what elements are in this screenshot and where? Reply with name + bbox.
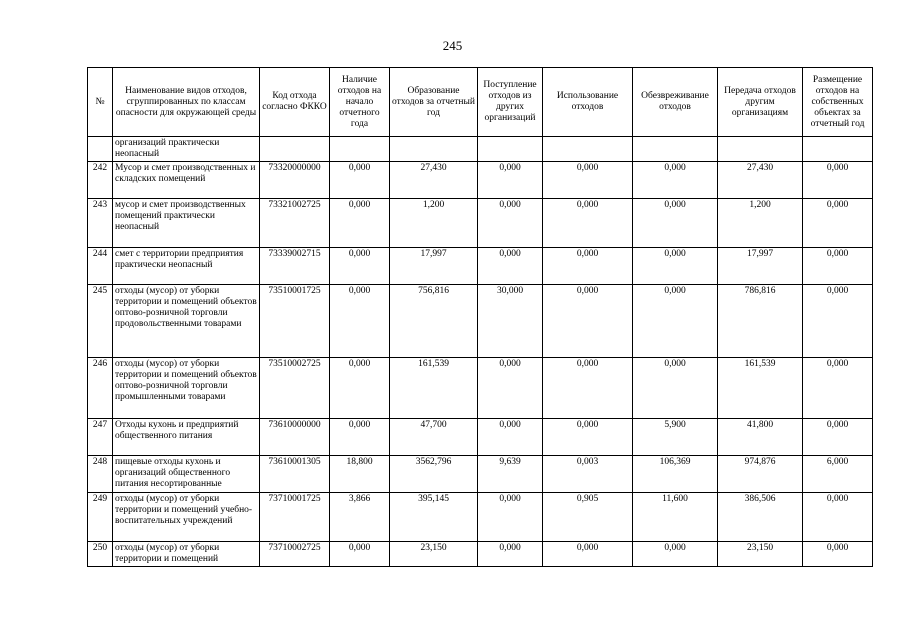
header-row [88,68,873,137]
table-row [88,137,873,162]
value-start-balance: 3,866 [330,493,390,542]
waste-name: отходы (мусор) от уборки территории и помещений объектов оптово-розничной торговли промышленными товарами [113,358,260,419]
waste-name: отходы (мусор) от уборки территории и помещений учебно-воспитательных учреждений [113,493,260,542]
waste-name: отходы (мусор) от уборки территории и помещений [113,542,260,567]
value-neutralized: 0,000 [633,162,718,199]
value-generated: 23,150 [390,542,478,567]
row-number: 243 [88,199,113,248]
value-transferred [718,137,803,162]
row-number: 249 [88,493,113,542]
value-neutralized: 11,600 [633,493,718,542]
waste-name: организаций практически неопасный [113,137,260,162]
value-placed: 6,000 [803,456,873,493]
value-generated: 27,430 [390,162,478,199]
value-start-balance: 0,000 [330,419,390,456]
table-row [88,199,873,248]
value-used: 0,000 [543,542,633,567]
waste-table [87,67,873,567]
fkko-code: 73339002715 [260,248,330,285]
header-placed: Размещение отходов на собственных объектах за отчетный год [803,68,873,137]
fkko-code: 73510002725 [260,358,330,419]
value-received: 0,000 [478,248,543,285]
value-used: 0,000 [543,199,633,248]
value-transferred: 41,800 [718,419,803,456]
row-number: 242 [88,162,113,199]
value-used: 0,000 [543,358,633,419]
table-row [88,285,873,358]
value-transferred: 17,997 [718,248,803,285]
page-number: 245 [442,38,463,53]
value-received: 0,000 [478,199,543,248]
value-placed [803,137,873,162]
value-generated: 756,816 [390,285,478,358]
value-transferred: 1,200 [718,199,803,248]
value-used [543,137,633,162]
fkko-code: 73510001725 [260,285,330,358]
value-start-balance [330,137,390,162]
value-transferred: 786,816 [718,285,803,358]
value-start-balance: 18,800 [330,456,390,493]
fkko-code: 73610001305 [260,456,330,493]
value-received: 0,000 [478,162,543,199]
value-placed: 0,000 [803,493,873,542]
value-generated: 17,997 [390,248,478,285]
value-received: 0,000 [478,542,543,567]
value-start-balance: 0,000 [330,358,390,419]
header-generated: Образование отходов за отчетный год [390,68,478,137]
table-row [88,542,873,567]
value-start-balance: 0,000 [330,248,390,285]
value-received: 9,639 [478,456,543,493]
value-start-balance: 0,000 [330,199,390,248]
value-received: 30,000 [478,285,543,358]
row-number: 247 [88,419,113,456]
waste-name: пищевые отходы кухонь и организаций общественного питания несортированные [113,456,260,493]
value-used: 0,003 [543,456,633,493]
waste-name: Мусор и смет производственных и складских помещений [113,162,260,199]
row-number [88,137,113,162]
waste-name: Отходы кухонь и предприятий общественного питания [113,419,260,456]
fkko-code: 73320000000 [260,162,330,199]
value-transferred: 27,430 [718,162,803,199]
fkko-code [260,137,330,162]
header-transferred: Передача отходов другим организациям [718,68,803,137]
value-used: 0,000 [543,419,633,456]
table-row [88,358,873,419]
value-generated: 1,200 [390,199,478,248]
value-transferred: 974,876 [718,456,803,493]
fkko-code: 73321002725 [260,199,330,248]
value-transferred: 386,506 [718,493,803,542]
value-placed: 0,000 [803,542,873,567]
value-placed: 0,000 [803,199,873,248]
header-start-balance: Наличие отходов на начало отчетного года [330,68,390,137]
table-row [88,493,873,542]
value-neutralized: 0,000 [633,248,718,285]
value-used: 0,000 [543,285,633,358]
header-neutralized: Обезвреживание отходов [633,68,718,137]
value-start-balance: 0,000 [330,285,390,358]
table-row [88,456,873,493]
value-generated: 395,145 [390,493,478,542]
value-transferred: 23,150 [718,542,803,567]
table-row [88,162,873,199]
value-neutralized: 0,000 [633,199,718,248]
value-received: 0,000 [478,493,543,542]
value-start-balance: 0,000 [330,542,390,567]
value-neutralized: 0,000 [633,285,718,358]
waste-name: смет с территории предприятия практически неопасный [113,248,260,285]
value-placed: 0,000 [803,162,873,199]
value-generated: 161,539 [390,358,478,419]
header-name: Наименование видов отходов, сгруппированных по классам опасности для окружающей среды [113,68,260,137]
value-generated [390,137,478,162]
value-received: 0,000 [478,419,543,456]
row-number: 244 [88,248,113,285]
table-row [88,419,873,456]
value-generated: 3562,796 [390,456,478,493]
value-neutralized: 106,369 [633,456,718,493]
value-transferred: 161,539 [718,358,803,419]
header-used: Использование отходов [543,68,633,137]
fkko-code: 73710002725 [260,542,330,567]
row-number: 246 [88,358,113,419]
value-received [478,137,543,162]
value-neutralized: 0,000 [633,358,718,419]
value-neutralized: 0,000 [633,542,718,567]
value-placed: 0,000 [803,419,873,456]
value-placed: 0,000 [803,285,873,358]
row-number: 250 [88,542,113,567]
row-number: 248 [88,456,113,493]
value-used: 0,000 [543,162,633,199]
value-start-balance: 0,000 [330,162,390,199]
header-received: Поступление отходов из других организаций [478,68,543,137]
waste-name: отходы (мусор) от уборки территории и помещений объектов оптово-розничной торговли продовольственными товарами [113,285,260,358]
fkko-code: 73710001725 [260,493,330,542]
value-received: 0,000 [478,358,543,419]
value-used: 0,000 [543,248,633,285]
value-neutralized [633,137,718,162]
value-used: 0,905 [543,493,633,542]
value-placed: 0,000 [803,358,873,419]
header-code: Код отхода согласно ФККО [260,68,330,137]
row-number: 245 [88,285,113,358]
value-neutralized: 5,900 [633,419,718,456]
fkko-code: 73610000000 [260,419,330,456]
header-num: № [88,68,113,137]
table-row [88,248,873,285]
value-placed: 0,000 [803,248,873,285]
waste-name: мусор и смет производственных помещений практически неопасный [113,199,260,248]
value-generated: 47,700 [390,419,478,456]
